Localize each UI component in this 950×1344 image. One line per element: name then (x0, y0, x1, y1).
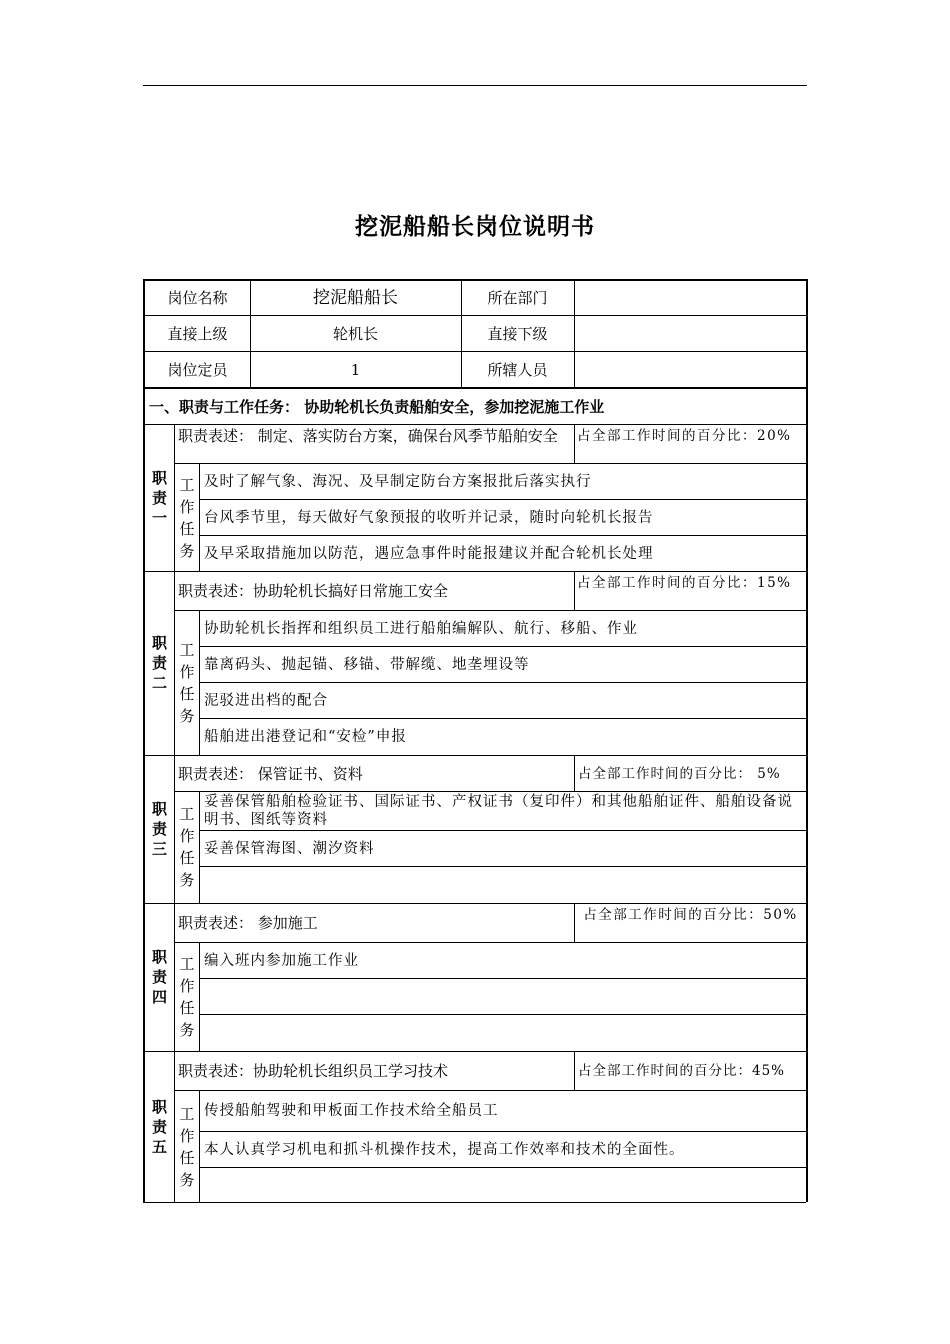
header-value-staff (574, 352, 806, 387)
duty-5-percent: 占全部工作时间的百分比：45% (578, 1063, 786, 1079)
duty-4-task-2 (200, 979, 806, 1014)
header-label-department: 所在部门 (487, 289, 548, 307)
duty-3-description: 职责表述： 保管证书、资料 (178, 764, 363, 783)
duty-1-task-2: 台风季节里，每天做好气象预报的收听并记录，随时向轮机长报告 (204, 509, 654, 526)
grid-line (143, 1202, 806, 1203)
duty-2-task-1: 协助轮机长指挥和组织员工进行船舶编解队、航行、移船、作业 (204, 620, 638, 637)
duty-5-task-label: 工作任务 (179, 1104, 195, 1189)
header-value-subordinate (574, 316, 806, 351)
duty-1-task-1: 及时了解气象、海况、及早制定防台方案报批后落实执行 (204, 473, 592, 490)
duty-2-task-2: 靠离码头、抛起锚、移锚、带解缆、地垄埋设等 (204, 656, 530, 673)
duty-5-label: 职责五 (151, 1098, 167, 1156)
grid-line (806, 279, 808, 388)
duty-2-percent: 占全部工作时间的百分比：15% (577, 575, 792, 591)
duty-4-label: 职责四 (151, 948, 167, 1006)
duty-2-task-3: 泥驳进出档的配合 (204, 692, 328, 709)
header-value-headcount: 1 (350, 360, 361, 379)
section-title: 一、职责与工作任务： 协助轮机长负责船舶安全，参加挖泥施工作业 (149, 398, 605, 416)
duty-5-task-3 (200, 1168, 806, 1202)
header-label-headcount: 岗位定员 (167, 360, 228, 379)
duty-5-task-2: 本人认真学习机电和抓斗机操作技术，提高工作效率和技术的全面性。 (204, 1141, 685, 1158)
duty-3-percent: 占全部工作时间的百分比： 5% (578, 765, 781, 782)
header-label-superior: 直接上级 (167, 324, 228, 343)
duty-2-label: 职责二 (151, 634, 167, 692)
duty-2-description: 职责表述：协助轮机长搞好日常施工安全 (178, 582, 449, 600)
header-rule (143, 85, 807, 86)
duty-3-task-1: 妥善保管船舶检验证书、国际证书、产权证书（复印件）和其他船舶证件、船舶设备说明书、图纸等资料 (204, 794, 793, 828)
header-label-staff: 所辖人员 (487, 360, 548, 379)
duty-4-task-3 (200, 1015, 806, 1050)
header-value-department (574, 281, 806, 315)
header-label-position-name: 岗位名称 (167, 289, 228, 307)
duty-3-task-3 (200, 867, 806, 902)
grid-line (806, 388, 808, 1202)
duty-3-label: 职责三 (151, 800, 167, 858)
duty-3-task-label: 工作任务 (179, 805, 195, 889)
document-title: 挖泥船船长岗位说明书 (355, 214, 595, 240)
duty-1-description: 职责表述： 制定、落实防台方案，确保台风季节船舶安全 (178, 427, 558, 445)
duty-2-task-label: 工作任务 (179, 640, 195, 725)
duty-4-task-1: 编入班内参加施工作业 (204, 952, 359, 969)
duty-5-description: 职责表述：协助轮机长组织员工学习技术 (178, 1062, 449, 1080)
duty-1-percent: 占全部工作时间的百分比：20% (577, 428, 792, 444)
header-value-position-name: 挖泥船船长 (313, 288, 398, 308)
duty-1-task-label: 工作任务 (179, 475, 195, 560)
duty-5-task-1: 传授船舶驾驶和甲板面工作技术给全船员工 (204, 1103, 499, 1119)
grid-line (143, 387, 806, 389)
duty-3-task-2: 妥善保管海图、潮汐资料 (204, 840, 375, 857)
header-value-superior: 轮机长 (332, 324, 378, 343)
duty-4-percent: 占全部工作时间的百分比：50% (583, 907, 798, 923)
duty-4-description: 职责表述： 参加施工 (178, 914, 318, 932)
duty-1-task-3: 及早采取措施加以防范，遇应急事件时能报建议并配合轮机长处理 (204, 545, 654, 562)
duty-1-label: 职责一 (151, 469, 167, 527)
duty-2-task-4: 船舶进出港登记和“安检”申报 (204, 728, 407, 745)
duty-4-task-label: 工作任务 (179, 954, 195, 1039)
header-label-subordinate: 直接下级 (487, 324, 548, 343)
